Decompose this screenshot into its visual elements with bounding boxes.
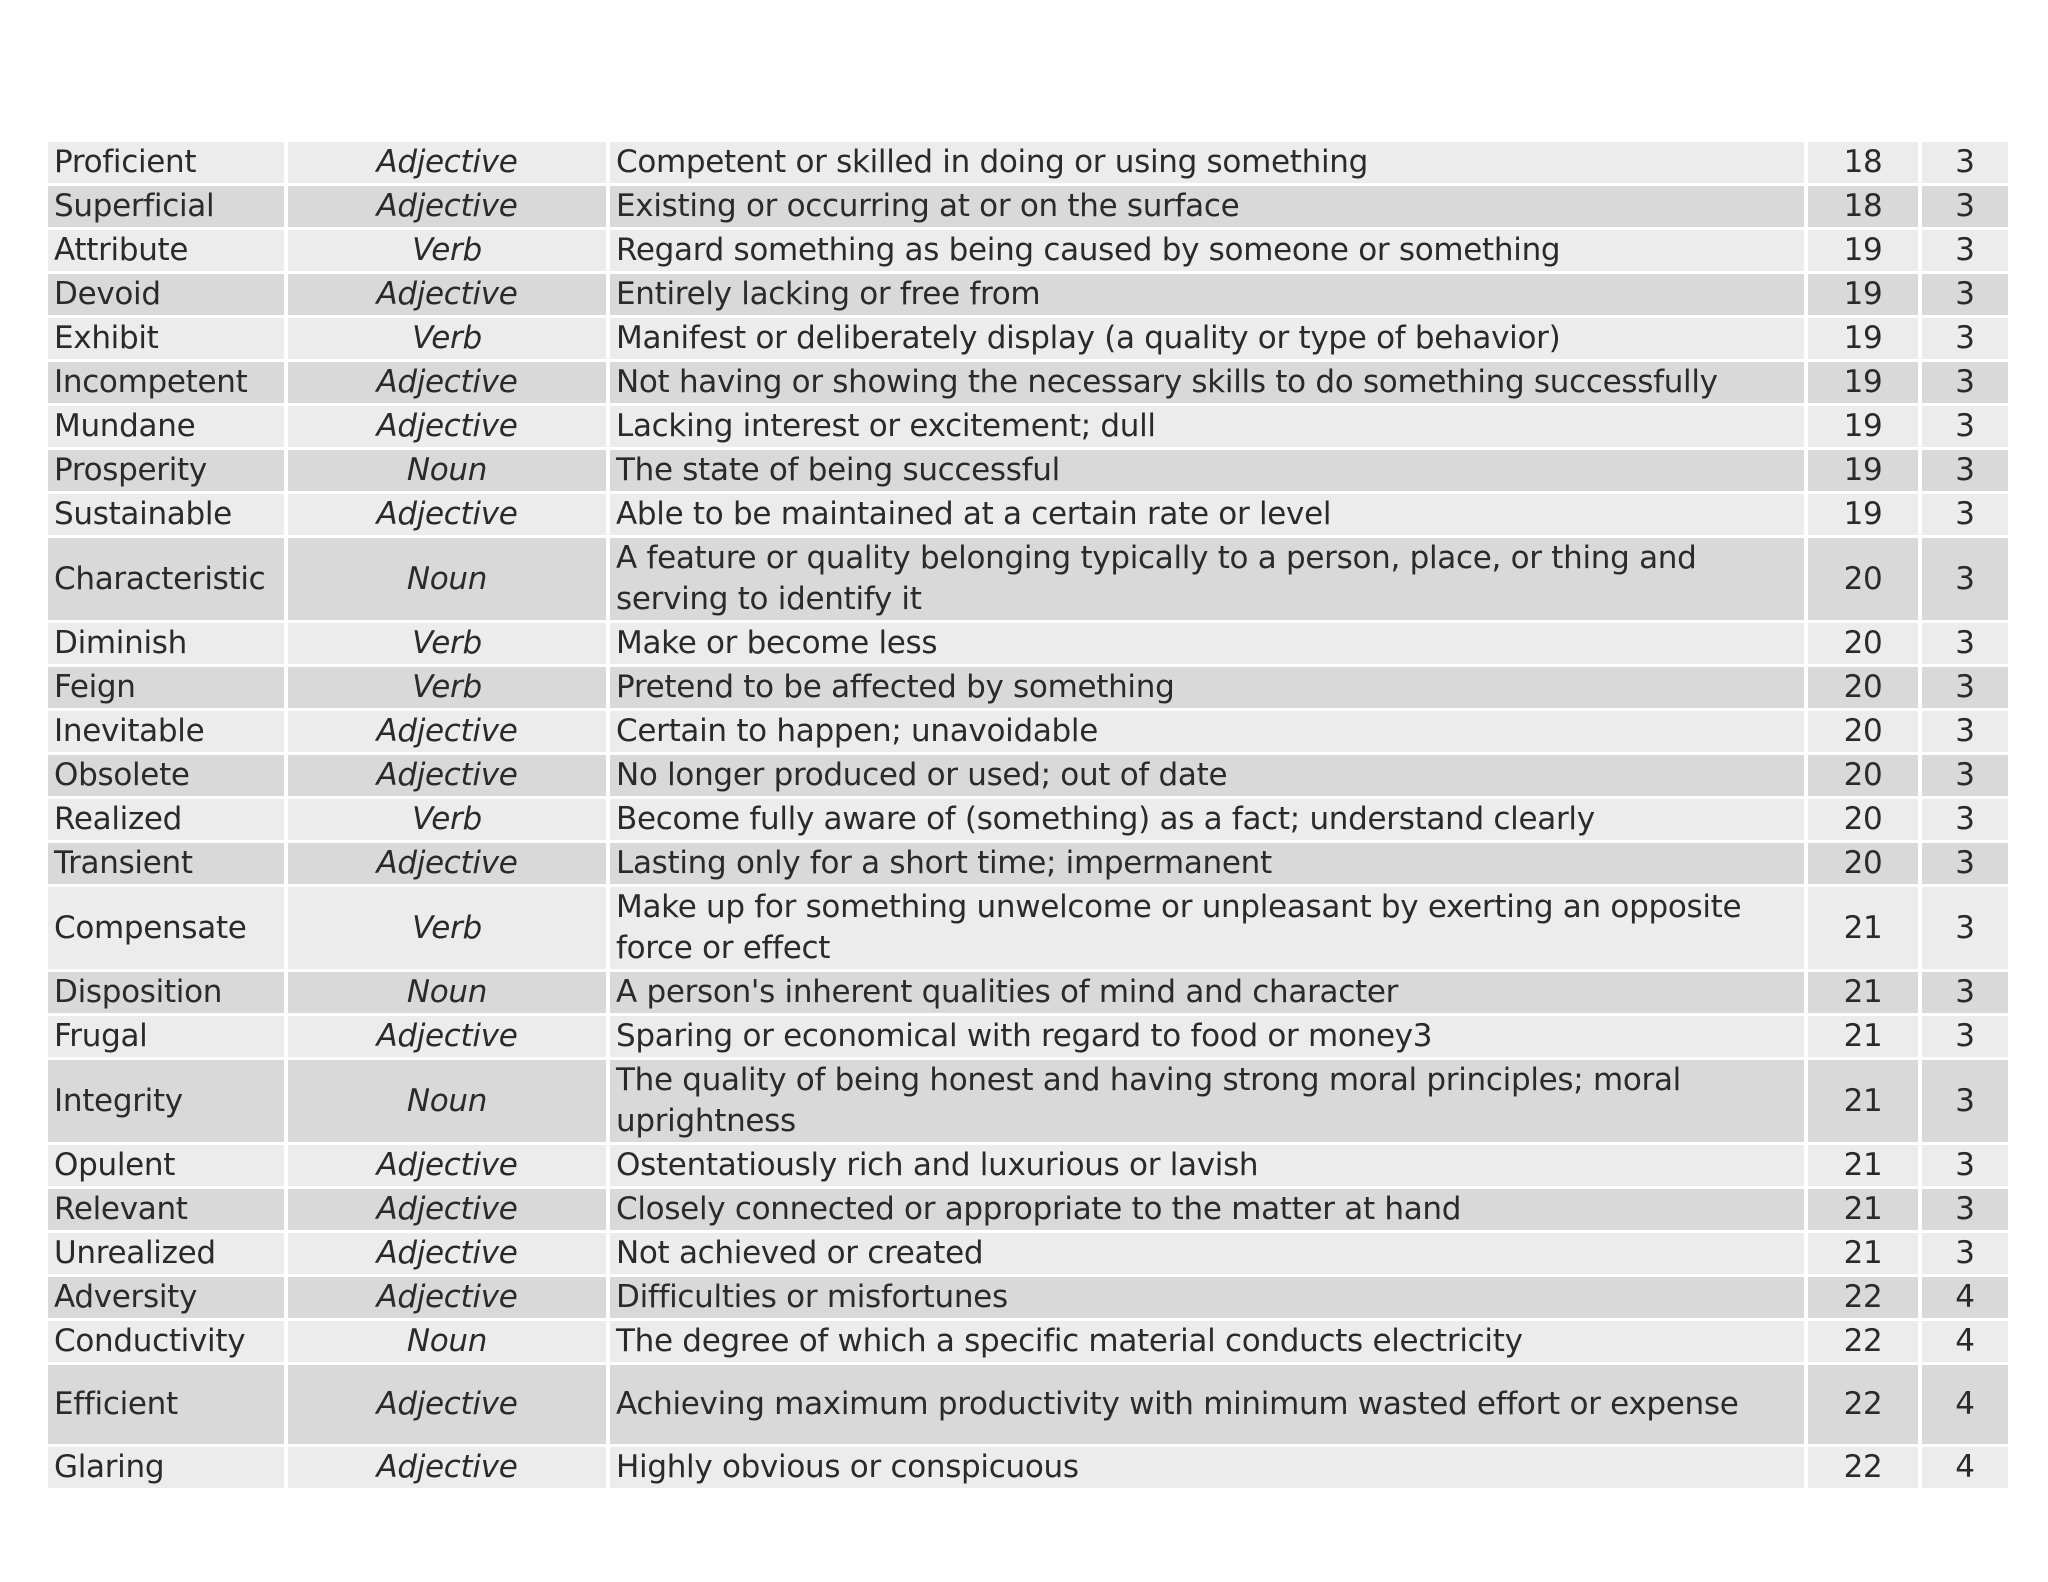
definition-cell: The quality of being honest and having strong moral principles; moral uprightness [610,1060,1808,1145]
part-of-speech-cell: Adjective [288,843,610,887]
definition-cell: Sparing or economical with regard to food or money3 [610,1016,1808,1060]
page-number-cell: 22 [1808,1447,1922,1491]
unit-number-cell: 3 [1922,1016,2008,1060]
part-of-speech-cell: Adjective [288,1447,610,1491]
unit-number-cell: 3 [1922,494,2008,538]
table-row [48,1189,2008,1233]
word-cell: Adversity [48,1277,288,1321]
table-row [48,230,2008,274]
word-cell: Devoid [48,274,288,318]
word-cell: Incompetent [48,362,288,406]
definition-cell: Difficulties or misfortunes [610,1277,1808,1321]
table-row [48,1365,2008,1447]
unit-number-cell: 4 [1922,1321,2008,1365]
unit-number-cell: 3 [1922,799,2008,843]
definition-cell: Lasting only for a short time; impermanent [610,843,1808,887]
unit-number-cell: 4 [1922,1277,2008,1321]
definition-cell: Competent or skilled in doing or using something [610,142,1808,186]
word-cell: Attribute [48,230,288,274]
unit-number-cell: 4 [1922,1447,2008,1491]
part-of-speech-cell: Noun [288,972,610,1016]
part-of-speech-cell: Adjective [288,1365,610,1447]
definition-cell: A person's inherent qualities of mind and character [610,972,1808,1016]
page-number-cell: 22 [1808,1277,1922,1321]
word-cell: Characteristic [48,538,288,623]
word-cell: Glaring [48,1447,288,1491]
part-of-speech-cell: Adjective [288,711,610,755]
word-cell: Feign [48,667,288,711]
word-cell: Compensate [48,887,288,972]
table-row [48,799,2008,843]
part-of-speech-cell: Adjective [288,755,610,799]
page-number-cell: 18 [1808,186,1922,230]
table-row [48,1145,2008,1189]
page-number-cell: 19 [1808,494,1922,538]
unit-number-cell: 3 [1922,538,2008,623]
definition-cell: Closely connected or appropriate to the matter at hand [610,1189,1808,1233]
word-cell: Diminish [48,623,288,667]
word-cell: Sustainable [48,494,288,538]
definition-cell: The degree of which a specific material conducts electricity [610,1321,1808,1365]
part-of-speech-cell: Adjective [288,1189,610,1233]
table-row [48,755,2008,799]
unit-number-cell: 3 [1922,1060,2008,1145]
definition-cell: Not achieved or created [610,1233,1808,1277]
definition-cell: Become fully aware of (something) as a fact; understand clearly [610,799,1808,843]
definition-cell: Ostentatiously rich and luxurious or lavish [610,1145,1808,1189]
definition-cell: Manifest or deliberately display (a quality or type of behavior) [610,318,1808,362]
table-row [48,274,2008,318]
table-row [48,1447,2008,1491]
unit-number-cell: 3 [1922,623,2008,667]
unit-number-cell: 3 [1922,1233,2008,1277]
page-number-cell: 20 [1808,711,1922,755]
unit-number-cell: 3 [1922,755,2008,799]
table-row [48,318,2008,362]
unit-number-cell: 3 [1922,230,2008,274]
unit-number-cell: 3 [1922,274,2008,318]
unit-number-cell: 3 [1922,142,2008,186]
table-row [48,972,2008,1016]
page-number-cell: 21 [1808,1060,1922,1145]
part-of-speech-cell: Verb [288,318,610,362]
word-cell: Opulent [48,1145,288,1189]
unit-number-cell: 3 [1922,667,2008,711]
definition-cell: The state of being successful [610,450,1808,494]
unit-number-cell: 3 [1922,711,2008,755]
table-row [48,887,2008,972]
part-of-speech-cell: Adjective [288,1233,610,1277]
unit-number-cell: 4 [1922,1365,2008,1447]
table-row [48,1016,2008,1060]
page-number-cell: 21 [1808,1233,1922,1277]
vocabulary-table-body [48,142,2008,1491]
definition-cell: Pretend to be affected by something [610,667,1808,711]
page-number-cell: 19 [1808,274,1922,318]
word-cell: Inevitable [48,711,288,755]
part-of-speech-cell: Adjective [288,1277,610,1321]
unit-number-cell: 3 [1922,318,2008,362]
word-cell: Realized [48,799,288,843]
unit-number-cell: 3 [1922,843,2008,887]
part-of-speech-cell: Verb [288,230,610,274]
table-row [48,186,2008,230]
table-row [48,1233,2008,1277]
page-number-cell: 18 [1808,142,1922,186]
part-of-speech-cell: Adjective [288,186,610,230]
page-number-cell: 19 [1808,450,1922,494]
part-of-speech-cell: Verb [288,887,610,972]
unit-number-cell: 3 [1922,1145,2008,1189]
part-of-speech-cell: Noun [288,1060,610,1145]
word-cell: Obsolete [48,755,288,799]
table-row [48,1060,2008,1145]
definition-cell: A feature or quality belonging typically to a person, place, or thing and serving to identify it [610,538,1808,623]
page-number-cell: 20 [1808,667,1922,711]
table-row [48,1321,2008,1365]
table-row [48,494,2008,538]
definition-cell: Make up for something unwelcome or unpleasant by exerting an opposite force or effect [610,887,1808,972]
table-row [48,406,2008,450]
word-cell: Prosperity [48,450,288,494]
definition-cell: Not having or showing the necessary skills to do something successfully [610,362,1808,406]
table-row [48,843,2008,887]
part-of-speech-cell: Noun [288,1321,610,1365]
page-number-cell: 21 [1808,1016,1922,1060]
page-number-cell: 20 [1808,799,1922,843]
unit-number-cell: 3 [1922,362,2008,406]
unit-number-cell: 3 [1922,972,2008,1016]
page-number-cell: 19 [1808,318,1922,362]
part-of-speech-cell: Adjective [288,142,610,186]
word-cell: Integrity [48,1060,288,1145]
unit-number-cell: 3 [1922,406,2008,450]
unit-number-cell: 3 [1922,1189,2008,1233]
page-number-cell: 20 [1808,755,1922,799]
word-cell: Exhibit [48,318,288,362]
part-of-speech-cell: Adjective [288,274,610,318]
part-of-speech-cell: Adjective [288,494,610,538]
page-number-cell: 22 [1808,1321,1922,1365]
word-cell: Disposition [48,972,288,1016]
table-row [48,538,2008,623]
unit-number-cell: 3 [1922,450,2008,494]
table-row [48,1277,2008,1321]
page-number-cell: 20 [1808,538,1922,623]
unit-number-cell: 3 [1922,887,2008,972]
page-number-cell: 20 [1808,843,1922,887]
part-of-speech-cell: Adjective [288,406,610,450]
table-row [48,142,2008,186]
page-number-cell: 19 [1808,362,1922,406]
page-number-cell: 22 [1808,1365,1922,1447]
part-of-speech-cell: Noun [288,450,610,494]
word-cell: Proficient [48,142,288,186]
word-cell: Efficient [48,1365,288,1447]
part-of-speech-cell: Verb [288,623,610,667]
unit-number-cell: 3 [1922,186,2008,230]
page-number-cell: 21 [1808,887,1922,972]
word-cell: Relevant [48,1189,288,1233]
page-number-cell: 19 [1808,406,1922,450]
part-of-speech-cell: Noun [288,538,610,623]
part-of-speech-cell: Adjective [288,1016,610,1060]
table-row [48,450,2008,494]
page-number-cell: 19 [1808,230,1922,274]
page-number-cell: 21 [1808,972,1922,1016]
word-cell: Superficial [48,186,288,230]
table-row [48,667,2008,711]
definition-cell: No longer produced or used; out of date [610,755,1808,799]
definition-cell: Entirely lacking or free from [610,274,1808,318]
vocabulary-table [48,142,2008,1491]
table-row [48,711,2008,755]
page-number-cell: 21 [1808,1145,1922,1189]
definition-cell: Able to be maintained at a certain rate or level [610,494,1808,538]
part-of-speech-cell: Verb [288,667,610,711]
definition-cell: Certain to happen; unavoidable [610,711,1808,755]
part-of-speech-cell: Verb [288,799,610,843]
table-row [48,362,2008,406]
definition-cell: Highly obvious or conspicuous [610,1447,1808,1491]
word-cell: Mundane [48,406,288,450]
part-of-speech-cell: Adjective [288,362,610,406]
definition-cell: Lacking interest or excitement; dull [610,406,1808,450]
page-number-cell: 21 [1808,1189,1922,1233]
page-number-cell: 20 [1808,623,1922,667]
table-row [48,623,2008,667]
word-cell: Frugal [48,1016,288,1060]
word-cell: Transient [48,843,288,887]
part-of-speech-cell: Adjective [288,1145,610,1189]
definition-cell: Existing or occurring at or on the surface [610,186,1808,230]
word-cell: Unrealized [48,1233,288,1277]
definition-cell: Make or become less [610,623,1808,667]
word-cell: Conductivity [48,1321,288,1365]
definition-cell: Regard something as being caused by someone or something [610,230,1808,274]
definition-cell: Achieving maximum productivity with minimum wasted effort or expense [610,1365,1808,1447]
